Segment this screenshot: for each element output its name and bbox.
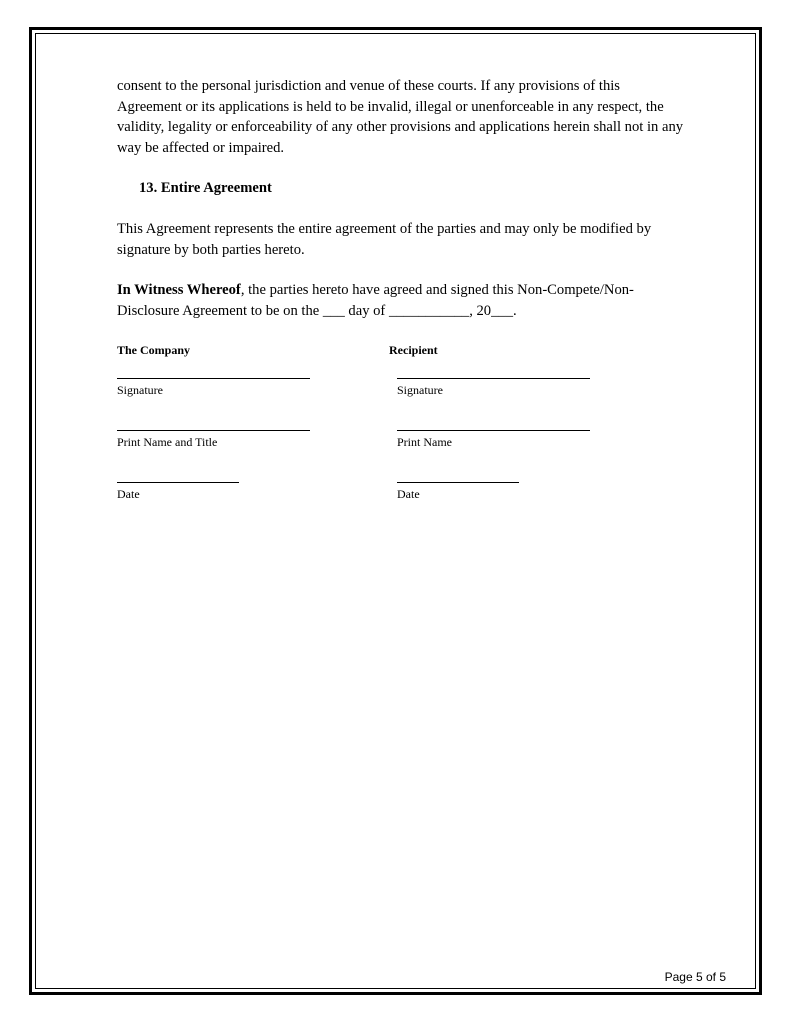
company-signature-label: Signature xyxy=(117,383,163,397)
company-date-label: Date xyxy=(117,487,140,501)
document-body xyxy=(117,76,687,321)
company-name-line[interactable] xyxy=(117,430,310,431)
witness-whereof-bold: In Witness Whereof xyxy=(117,282,241,299)
recipient-name-label: Print Name xyxy=(397,435,452,449)
company-signature-field xyxy=(117,378,310,397)
company-name-label: Print Name and Title xyxy=(117,435,218,449)
company-date-line[interactable] xyxy=(117,482,239,483)
entire-agreement-paragraph: This Agreement represents the entire agreement of the parties and may only be modified by signature by both parties hereto. xyxy=(117,220,652,258)
recipient-date-field xyxy=(389,482,519,501)
recipient-signature-line[interactable] xyxy=(397,378,590,379)
recipient-signature-field xyxy=(389,378,590,397)
recipient-name-field xyxy=(389,430,590,449)
company-signature-line[interactable] xyxy=(117,378,310,379)
witness-text: , the parties hereto have agreed and signed this Non-Compete/Non-Disclosure Agreement to be on the ___ day of ___________, 20___. xyxy=(117,282,634,319)
page-number: Page 5 of 5 xyxy=(664,970,726,984)
company-date-field xyxy=(117,482,239,501)
severability-paragraph: consent to the personal jurisdiction and venue of these courts. If any provisions of this Agreement or its applications is held to be invalid, illegal or unenforceable in any respect, the validity, legality or enforceability of any other provisions and applications herein shall not in any way be affected or impaired. xyxy=(117,78,684,156)
recipient-date-label: Date xyxy=(397,487,420,501)
recipient-date-line[interactable] xyxy=(397,482,519,483)
section-heading-entire-agreement: 13. Entire Agreement xyxy=(139,180,272,197)
company-name-field xyxy=(117,430,310,449)
recipient-heading: Recipient xyxy=(389,343,438,357)
recipient-signature-label: Signature xyxy=(397,383,443,397)
company-heading: The Company xyxy=(117,343,191,357)
witness-paragraph xyxy=(117,280,687,321)
recipient-name-line[interactable] xyxy=(397,430,590,431)
